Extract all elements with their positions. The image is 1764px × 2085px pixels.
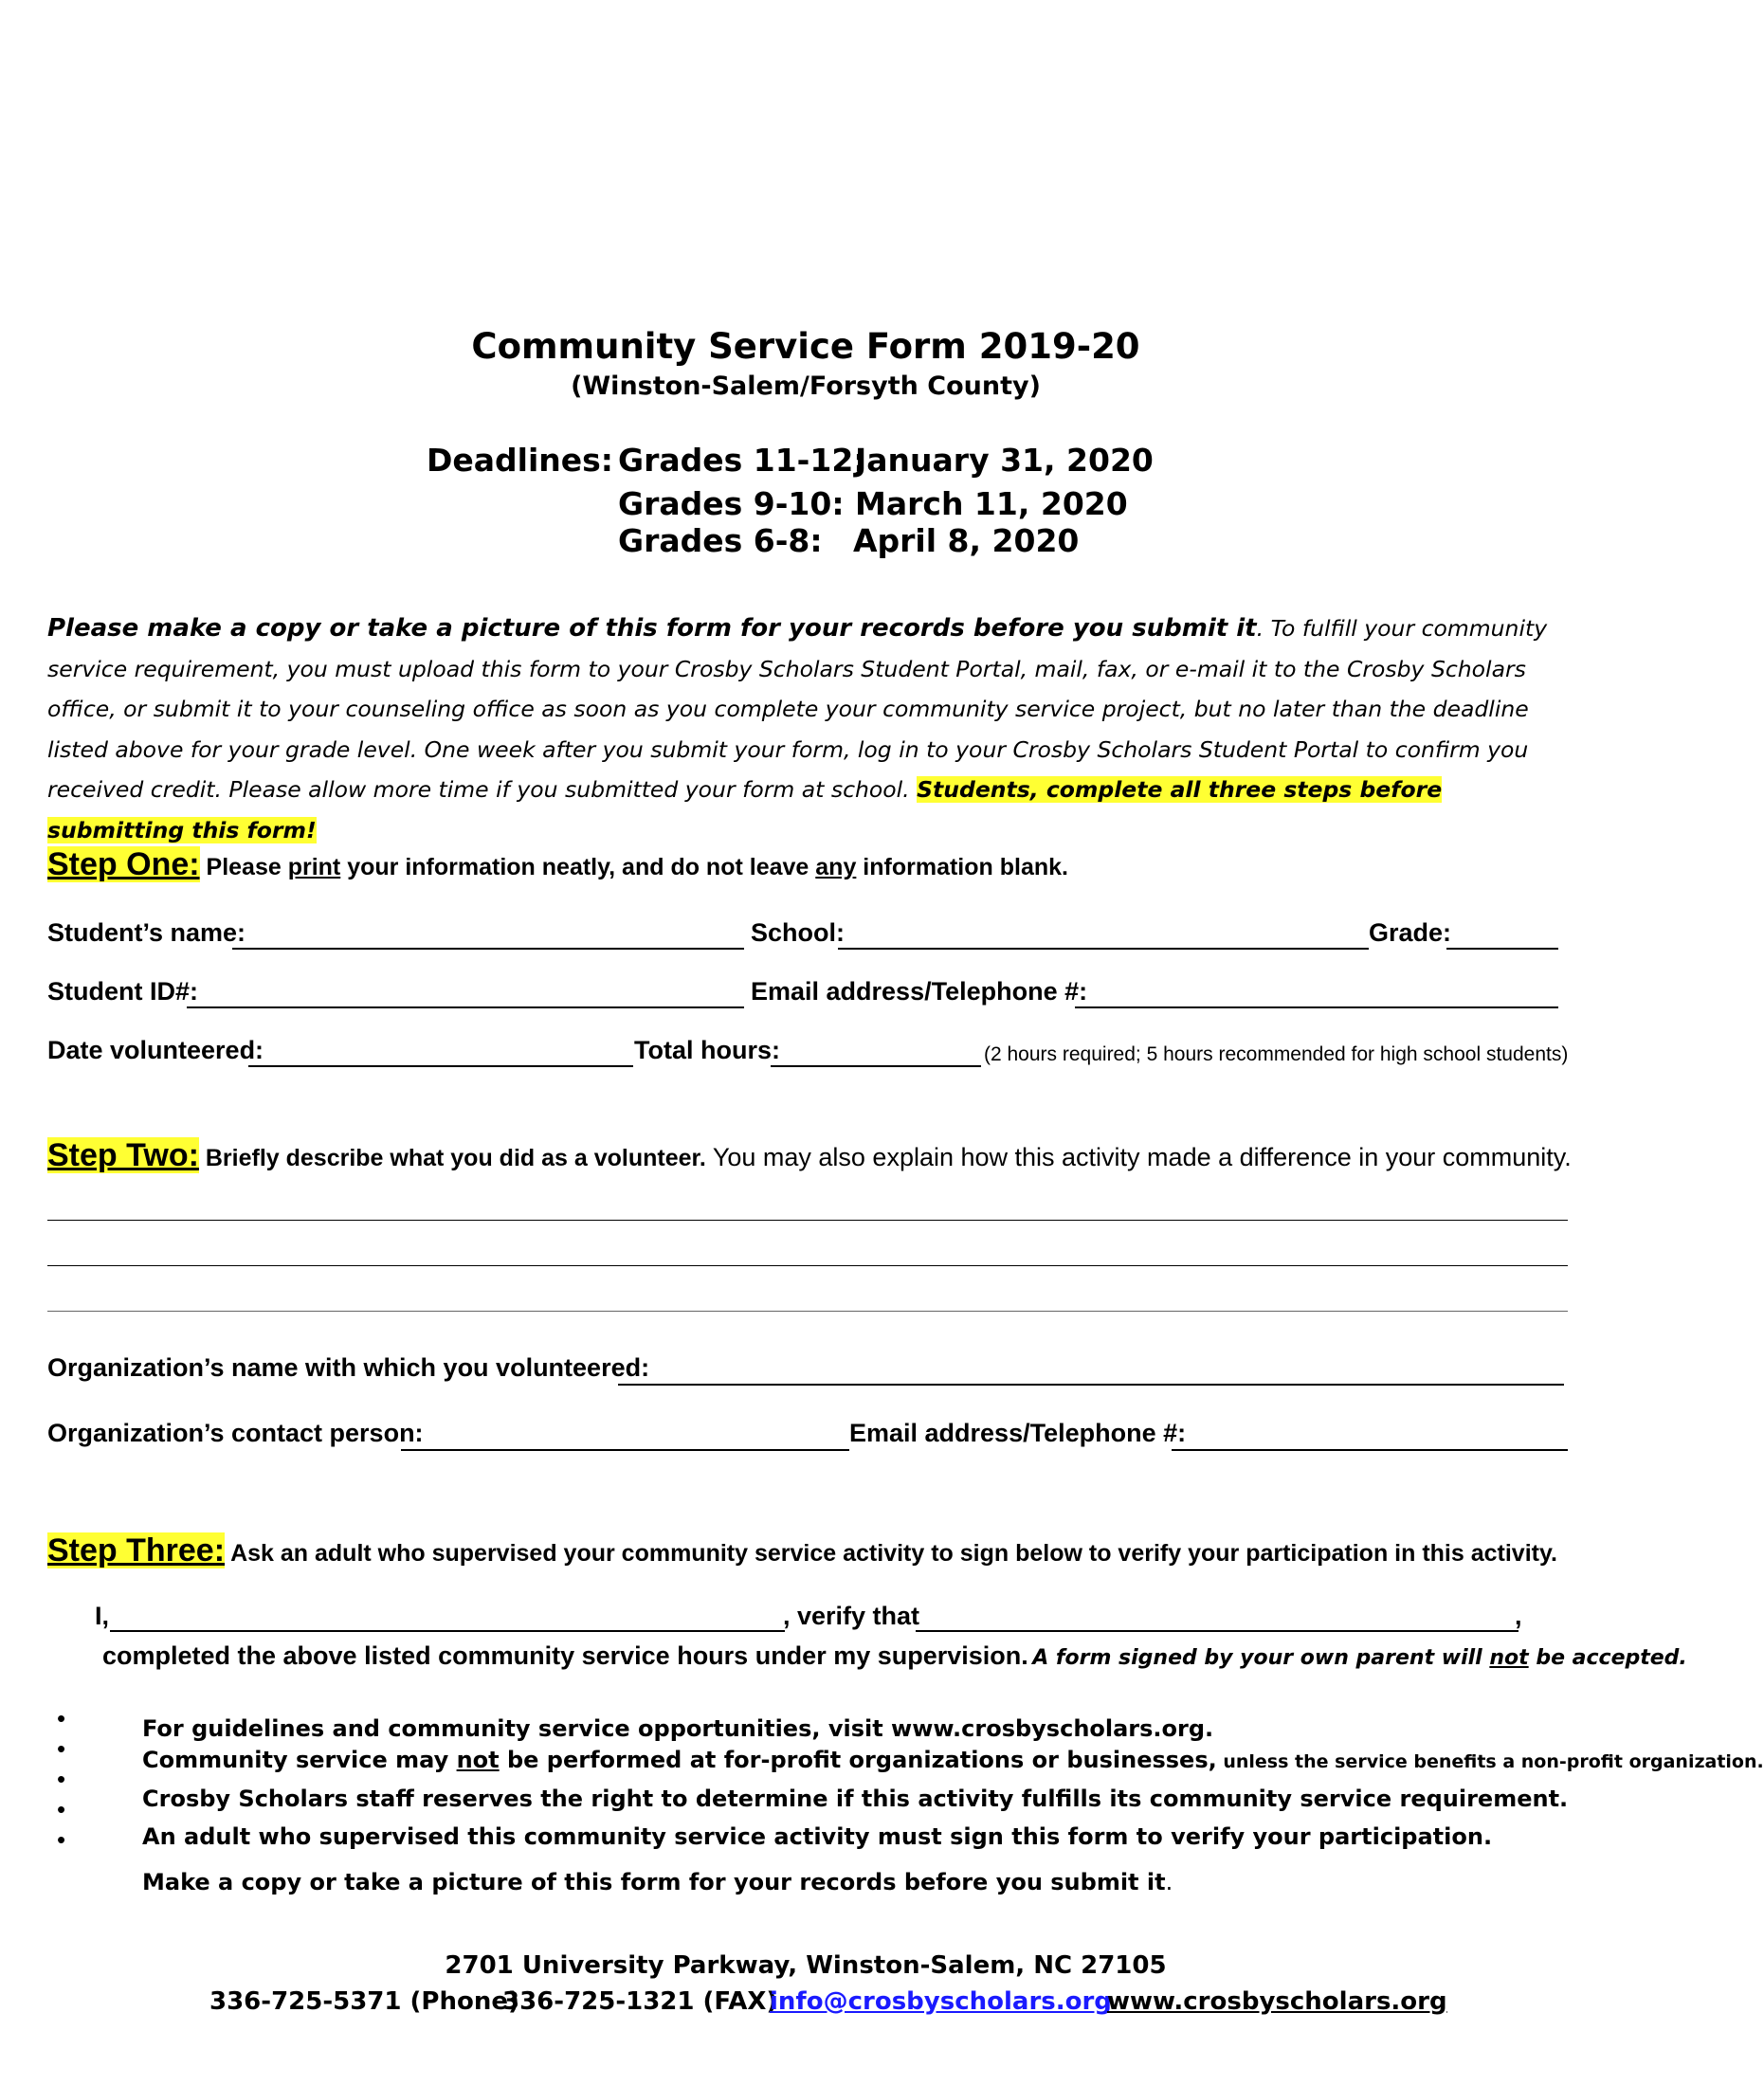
step-three-heading (47, 1532, 1557, 1569)
step-two-text: You may also explain how this activity made a difference in your community. (705, 1143, 1572, 1171)
org-contact-field[interactable] (401, 1449, 849, 1451)
description-line-3[interactable] (47, 1311, 1568, 1312)
bullet-dot: • (57, 1795, 66, 1823)
instructions-highlight: Students, complete all three steps before submitting this form! (47, 776, 1443, 843)
instructions-paragraph (47, 608, 1573, 850)
deadline-grades-6-8: Grades 6-8: (618, 522, 823, 559)
hours-note: (2 hours required; 5 hours recommended for high school students) (984, 1043, 1569, 1065)
grade-label: Grade: (1369, 918, 1452, 947)
step-one-tag: Step One: (47, 846, 200, 882)
deadline-grades-11-12: Grades 11-12: (618, 442, 866, 479)
step-one-text-3: information blank. (856, 854, 1068, 880)
school-field[interactable] (838, 948, 1369, 950)
bullet-dot: • (57, 1704, 66, 1732)
bullet-copy-period: . (1165, 1869, 1173, 1895)
step-one-heading (47, 846, 1068, 883)
bullet-for-profit-2: be performed at for-profit organizations or businesses, (499, 1747, 1217, 1773)
total-hours-field[interactable] (771, 1065, 981, 1067)
bullet-dot: • (57, 1734, 66, 1763)
student-email-label: Email address/Telephone #: (751, 977, 1088, 1006)
parent-note-3: be accepted. (1528, 1646, 1687, 1670)
signer-label: I, (95, 1602, 110, 1630)
step-one-text-2: your information neatly, and do not leave (340, 854, 816, 880)
bullet-for-profit-3: unless the service benefits a non-profit organization. (1216, 1751, 1764, 1772)
date-volunteered-field[interactable] (248, 1065, 633, 1067)
step-one-print: print (287, 854, 341, 880)
bullet-dot: • (57, 1825, 66, 1854)
description-line-2[interactable] (47, 1265, 1568, 1266)
description-line-1[interactable] (47, 1220, 1568, 1221)
student-id-label: Student ID#: (47, 977, 198, 1006)
deadline-date-9-10: March 11, 2020 (855, 485, 1128, 522)
step-three-text: Ask an adult who supervised your community service activity to sign below to verify your participation in this activity. (230, 1540, 1557, 1567)
bullet-for-profit (142, 1747, 1764, 1773)
bullet-copy-reminder (142, 1869, 1173, 1895)
signer-name-field[interactable] (110, 1630, 785, 1632)
footer-website-link[interactable]: www.crosbyscholars.org (1107, 1987, 1447, 2016)
student-id-field[interactable] (187, 1006, 744, 1008)
page-subtitle: (Winston-Salem/Forsyth County) (571, 372, 1041, 401)
org-email-label: Email address/Telephone #: (849, 1419, 1187, 1447)
total-hours-label: Total hours: (634, 1036, 780, 1064)
step-two-bold: Briefly describe what you did as a volunteer. (205, 1145, 706, 1171)
bullet-dot: • (57, 1765, 66, 1793)
verify-label: , verify that (783, 1602, 920, 1630)
parent-note-not: not (1489, 1646, 1529, 1670)
deadline-date-11-12: January 31, 2020 (855, 442, 1154, 479)
bullet-staff-rights: Crosby Scholars staff reserves the right to determine if this activity fulfills its community service requirement. (142, 1786, 1569, 1812)
deadline-date-6-8: April 8, 2020 (853, 522, 1080, 559)
footer-fax: 336-725-1321 (FAX) (502, 1987, 778, 2016)
student-email-field[interactable] (1075, 1006, 1558, 1008)
page-title: Community Service Form 2019-20 (471, 326, 1140, 367)
org-name-field[interactable] (618, 1384, 1564, 1386)
org-name-label: Organization’s name with which you volunteered: (47, 1353, 650, 1382)
student-name-field[interactable] (232, 948, 744, 950)
student-verify-field[interactable] (916, 1630, 1518, 1632)
bullet-for-profit-not: not (456, 1747, 500, 1773)
deadlines-label: Deadlines: (427, 442, 614, 479)
step-one-any: any (815, 854, 857, 880)
completed-text: completed the above listed community service hours under my supervision. (102, 1641, 1028, 1670)
bullet-copy-text: Make a copy or take a picture of this form for your records before you submit it (142, 1869, 1166, 1895)
step-two-tag: Step Two: (47, 1137, 199, 1173)
grade-field[interactable] (1446, 948, 1558, 950)
footer-address: 2701 University Parkway, Winston-Salem, NC 27105 (445, 1951, 1167, 1980)
bullet-for-profit-1: Community service may (142, 1747, 457, 1773)
parent-note-1: A form signed by your own parent will (1032, 1646, 1490, 1670)
parent-note (1032, 1646, 1687, 1670)
org-email-field[interactable] (1172, 1449, 1568, 1451)
bullet-adult-signature: An adult who supervised this community service activity must sign this form to verify your participation. (142, 1823, 1493, 1850)
supervision-statement (102, 1641, 1687, 1671)
deadline-grades-9-10: Grades 9-10: (618, 485, 845, 522)
date-volunteered-label: Date volunteered: (47, 1036, 264, 1064)
footer-phone: 336-725-5371 (Phone) (209, 1987, 519, 2016)
student-name-label: Student’s name: (47, 918, 246, 947)
step-two-heading (47, 1137, 1572, 1174)
footer-email-link[interactable]: info@crosbyscholars.org (770, 1987, 1112, 2016)
verify-comma: , (1515, 1602, 1522, 1630)
school-label: School: (751, 918, 845, 947)
step-one-text: Please (206, 854, 288, 880)
instructions-body: . To fulfill your community service requirement, you must upload this form to your Crosby Scholars Student Portal, mail, fax, or e-mail it to the Crosby Scholars office, or submit it to your counseling office as soon as you complete your community service project, but no later than the deadline listed above for your grade level. One week after you submit your form, log in to your Crosby Scholars Student Portal to confirm you received credit. Please allow more time if you submitted your form at school. (47, 615, 1548, 803)
instructions-lead: Please make a copy or take a picture of this form for your records before you submit it (47, 614, 1257, 643)
org-contact-label: Organization’s contact person: (47, 1419, 424, 1447)
bullet-guidelines: For guidelines and community service opportunities, visit www.crosbyscholars.org. (142, 1715, 1214, 1742)
step-three-tag: Step Three: (47, 1532, 226, 1568)
